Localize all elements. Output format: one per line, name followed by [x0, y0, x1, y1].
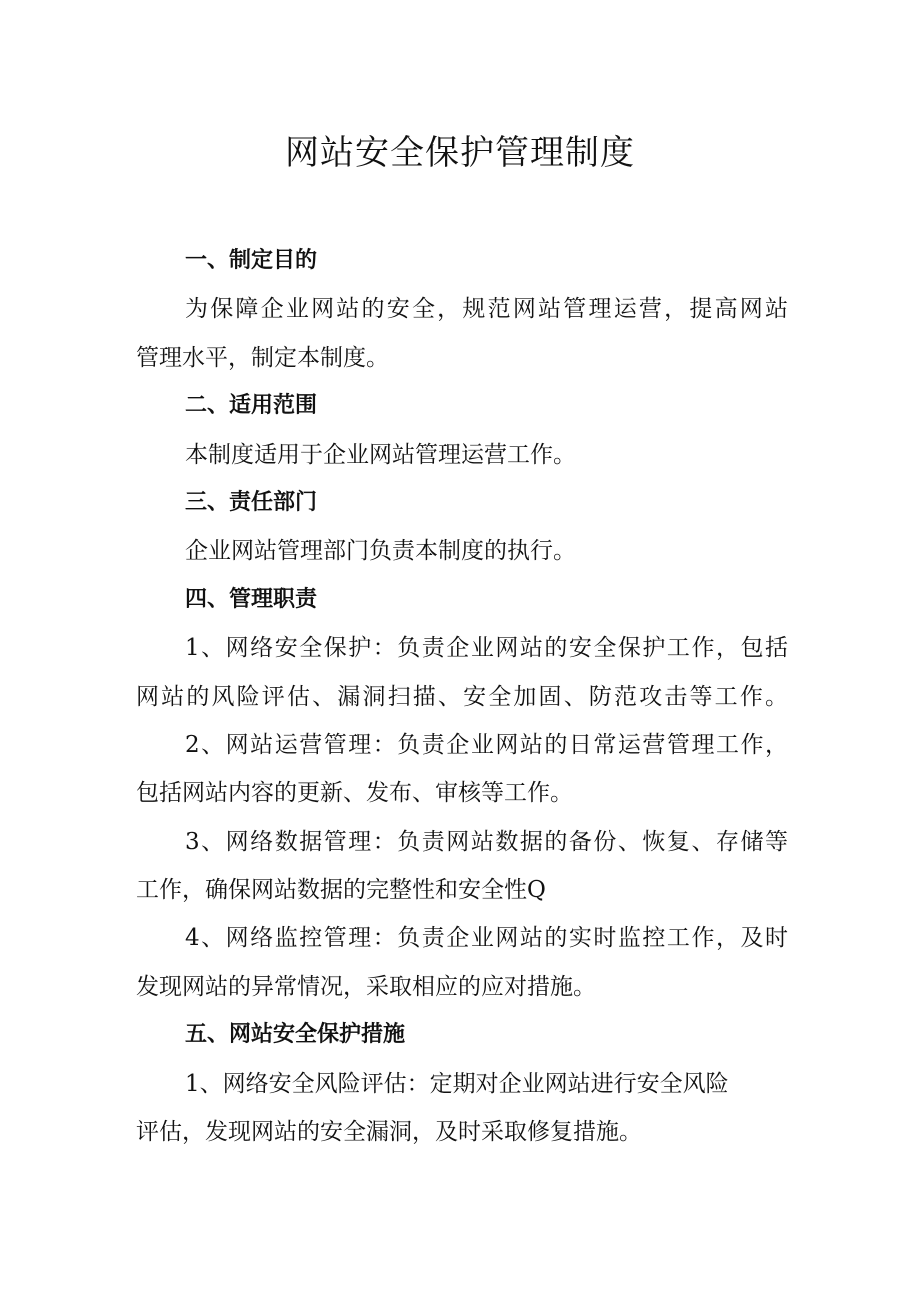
paragraph-line: 2、网站运营管理：负责企业网站的日常运营管理工作，: [185, 731, 788, 758]
section-heading-purpose: 一、制定目的: [185, 248, 318, 273]
paragraph-line: 网站的风险评估、漏洞扫描、安全加固、防范攻击等工作。: [136, 683, 788, 710]
document-body: [136, 237, 788, 1156]
paragraph-line: 为保障企业网站的安全，规范网站管理运营，提高网站: [185, 296, 788, 323]
paragraph-line: 1、网络安全风险评估：定期对企业网站进行安全风险: [185, 1070, 729, 1097]
paragraph-line: 发现网站的异常情况，采取相应的应对措施。: [136, 973, 596, 1000]
paragraph-line: 企业网站管理部门负责本制度的执行。: [185, 538, 576, 565]
paragraph-line: 4、网络监控管理：负责企业网站的实时监控工作，及时: [185, 925, 788, 952]
section-heading-department: 三、责任部门: [185, 489, 318, 515]
paragraph-line: 评估，发现网站的安全漏洞，及时采取修复措施。: [136, 1119, 642, 1146]
paragraph-line: 3、网络数据管理：负责网站数据的备份、恢复、存储等: [185, 828, 788, 855]
paragraph-line: 本制度适用于企业网站管理运营工作。: [185, 441, 576, 468]
paragraph-line: 管理水平，制定本制度。: [136, 344, 389, 371]
paragraph-line: 1、网络安全保护：负责企业网站的安全保护工作，包括: [185, 635, 788, 662]
document-title: 网站安全保护管理制度: [285, 133, 635, 173]
section-heading-duties: 四、管理职责: [185, 586, 318, 612]
section-heading-measures: 五、网站安全保护措施: [185, 1022, 406, 1048]
paragraph-line: 工作，确保网站数据的完整性和安全性Q: [136, 877, 546, 904]
section-heading-scope: 二、适用范围: [185, 393, 318, 419]
paragraph-line: 包括网站内容的更新、发布、审核等工作。: [136, 780, 573, 807]
